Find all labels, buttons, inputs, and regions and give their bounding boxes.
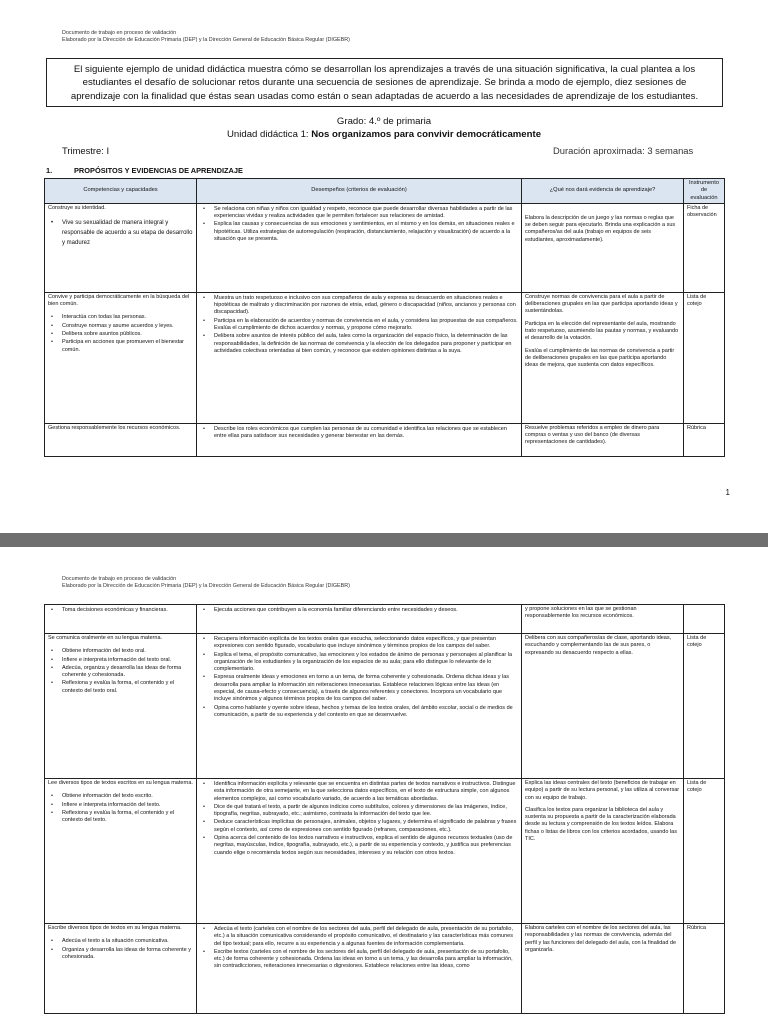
table-row	[45, 292, 725, 423]
grade-line: Grado: 4.º de primaria	[336, 116, 432, 127]
desempenos-cell	[197, 292, 522, 423]
competencia-title: Lee diversos tipos de textos escritos en su lengua materna.	[48, 780, 193, 786]
instrumento-cell: Rúbrica	[684, 423, 725, 456]
table-header-row	[45, 179, 725, 204]
competencia-cell	[45, 423, 197, 456]
page-number: 1	[725, 488, 730, 497]
capacidad-item: • Adecúa el texto a la situación comunicativa.	[48, 938, 193, 945]
capacidad-item: • Obtiene información del texto escrito.	[48, 793, 193, 800]
section-number: 1.	[46, 166, 53, 175]
capacidad-item: • Adecúa, organiza y desarrolla las ideas de forma coherente y cohesionada.	[48, 665, 193, 680]
desempenos-cell	[197, 779, 522, 924]
instrumento-cell: Ficha de observación	[684, 203, 725, 292]
competencia-title: Construye su identidad.	[48, 204, 106, 211]
duration-line	[553, 145, 693, 156]
competencia-cell	[45, 292, 197, 423]
desempenos-list	[200, 426, 518, 441]
purposes-table-page1	[44, 178, 725, 457]
evidencia-cell	[522, 292, 684, 423]
header-competencias: Competencias y capacidades	[45, 179, 197, 204]
trimester-label: Trimestre: I	[62, 145, 110, 156]
desempeno-item: • Muestra un trato respetuoso e inclusivo con sus compañeros de aula y expresa su desacuerdo en situaciones reales e hipotéticas de maltrato y discriminación por razones de etnia, edad, género o discapacidad (niños, ancianos y personas con discapacidad).	[200, 295, 518, 317]
doc-header	[62, 576, 350, 591]
desempenos-list	[200, 607, 518, 614]
document-page-2	[0, 547, 768, 1024]
evidencia-cell	[522, 203, 684, 292]
evidencia-text: Clasifica los textos para organizar la biblioteca del aula y sustenta su propuesta a partir de la caracterización elaborada desde su lectura y comprensión de los textos leídos. Elabora fichas o listas de libros con los criterios acordados, usando las TIC.	[525, 806, 677, 843]
evidencia-text: Elabora la descripción de un juego y las normas o reglas que se deben seguir para ejecutarlo. Brinda una explicación a sus compañeros/as del aula (trabajo en equipos de seis estudiantes, aproximadamente).	[525, 214, 676, 243]
capacidad-item: • Obtiene información del texto oral.	[48, 648, 193, 655]
evidencia-cell	[522, 605, 684, 634]
evidencia-text: y propone soluciones en las que se gestionan responsablemente los recursos económicos.	[525, 606, 637, 620]
instrumento-cell: Lista de cotejo	[684, 634, 725, 779]
evidencia-text: Elabora carteles con el nombre de los sectores del aula, las responsabilidades y las normas de convivencia, además del perfil y las funciones del delegado del aula, con la finalidad de organizarla.	[525, 925, 677, 953]
doc-header-line2: Elaborado por la Dirección de Educación Primaria (DEP) y la Dirección General de Educación Básica Regular (DIGEBR)	[62, 37, 350, 44]
desempeno-item: • Explica el tema, el propósito comunicativo, las emociones y los estados de ánimo de personas y personajes al planificar la organización de los estudiantes y la organización de los espacios de su aula; para ello distingue lo relevante de lo complementario.	[200, 652, 518, 674]
unit-prefix: Unidad didáctica 1:	[226, 129, 312, 140]
desempenos-cell	[197, 605, 522, 634]
competencia-title: Gestiona responsablemente los recursos económicos.	[48, 424, 181, 431]
duration-label: Duración aproximada:	[553, 145, 648, 156]
desempenos-cell	[197, 924, 522, 1014]
table-row	[45, 605, 725, 634]
desempeno-item: • Dice de qué tratará el texto, a partir de algunos indicios como subtítulos, colores y dimensiones de las imágenes, índice, tipografía, negritas, subrayado, etc.; asimismo, contrasta la información del texto que lee.	[200, 804, 518, 819]
desempeno-item: • Identifica información explícita y relevante que se encuentra en distintas partes de textos narrativos e instructivos. Distingue esta información de otra semejante, en la que selecciona datos específicos, en el texto de estructura simple, con algunos elementos complejos, así como vocabulario variado, de acuerdo a las temáticas abordadas.	[200, 781, 518, 803]
desempeno-item: • Deduce características implícitas de personajes, animales, objetos y lugares, y determina el significado de palabras y frases según el contexto, así como de expresiones con sentido figurado (refranes, comparaciones, etc.).	[200, 819, 518, 834]
instrumento-cell: Lista de cotejo	[684, 779, 725, 924]
unit-title: Nos organizamos para convivir democráticamente	[311, 129, 542, 140]
desempeno-item: • Participa en la elaboración de acuerdos y normas de convivencia en el aula, y considera las propuestas de sus compañeros. Evalúa el cumplimiento de dichos acuerdos y normas, y propone cómo mejorarlo.	[200, 318, 518, 333]
header-desempenos: Desempeños (criterios de evaluación)	[197, 179, 522, 204]
capacidad-item: • Construye normas y asume acuerdos y leyes.	[48, 323, 193, 330]
competencia-cell	[45, 779, 197, 924]
instrumento-cell: Rúbrica	[684, 924, 725, 1014]
competencia-title: Convive y participa democráticamente en la búsqueda del bien común.	[48, 293, 190, 308]
desempeno-item: • Ejecuta acciones que contribuyen a la economía familiar diferenciando entre necesidades y deseos.	[200, 607, 518, 614]
capacidad-item: • Vive su sexualidad de manera integral y responsable de acuerdo a su etapa de desarrollo y madurez	[48, 218, 193, 248]
evidencia-cell	[522, 779, 684, 924]
capacidad-item: • Delibera sobre asuntos públicos.	[48, 331, 193, 338]
header-evidencia: ¿Qué nos dará evidencia de aprendizaje?	[522, 179, 684, 204]
desempenos-list	[200, 926, 518, 971]
desempeno-item: • Opina acerca del contenido de los textos narrativos e instructivos, explica el sentido de algunos recursos textuales (uso de negritas, mayúsculas, índice, tipografía, subrayado, etc.), a partir de su experiencia y contexto, y justifica sus preferencias cuando elige o recomienda textos según sus necesidades, intereses y su relación con otros textos.	[200, 835, 518, 857]
desempeno-item: • Se relaciona con niñas y niños con igualdad y respeto, reconoce que puede desarrollar diversas habilidades a partir de las experiencias vividas y realiza actividades que le permiten fortalecer sus relaciones de amistad.	[200, 206, 518, 221]
capacidad-item: • Organiza y desarrolla las ideas de forma coherente y cohesionada.	[48, 947, 193, 962]
table-row	[45, 634, 725, 779]
desempenos-list	[200, 295, 518, 355]
capacidad-item: • Toma decisiones económicas y financieras.	[48, 607, 193, 614]
section-title: PROPÓSITOS Y EVIDENCIAS DE APRENDIZAJE	[74, 166, 243, 175]
capacidades-list	[48, 607, 193, 614]
instrumento-cell	[684, 605, 725, 634]
capacidad-item: • Infiere e interpreta información del texto oral.	[48, 657, 193, 664]
evidencia-text: Construye normas de convivencia para el aula a partir de deliberaciones grupales en las que participa aportando ideas y sustentándolas.	[525, 293, 678, 315]
header-instrumento: Instrumento de evaluación	[684, 179, 725, 204]
doc-header-line1: Documento de trabajo en proceso de validación	[62, 30, 177, 36]
evidencia-cell	[522, 423, 684, 456]
evidencia-text: Resuelve problemas referidos a empleo de dinero para compras o ventas y uso del banco (de diversas representaciones de cantidades).	[525, 424, 660, 446]
evidencia-text: Explica las ideas centrales del texto (beneficios de trabajar en equipo) a partir de su lectura personal, y las utiliza al conversar con su equipo de trabajo.	[525, 780, 680, 801]
doc-header-line1: Documento de trabajo en proceso de validación	[62, 576, 177, 582]
desempeno-item: • Opina como hablante y oyente sobre ideas, hechos y temas de los textos orales, del ámbito escolar, social o de medios de comunicación, a partir de su experiencia y del contexto en que se desenvuelve.	[200, 705, 518, 720]
desempenos-cell	[197, 634, 522, 779]
desempeno-item: • Explica las causas y consecuencias de sus emociones y sentimientos, en sí mismo y en los demás, en situaciones reales e hipotéticas. Utiliza estrategias de autorregulación (respiración, distanciamiento, relajación y visualización) de acuerdo a la situación que se presenta.	[200, 221, 518, 243]
capacidad-item: • Participa en acciones que promueven el bienestar común.	[48, 339, 193, 354]
evidencia-cell	[522, 634, 684, 779]
desempeno-item: • Escribe textos (carteles con el nombre de los sectores del aula, perfil del delegado de aula, presentación de su portafolio, etc.) de forma coherente y cohesionada. Ordena las ideas en torno a un tema, y las desarrolla para ampliar la información, sin contradicciones, reiteraciones innecesarias o digresiones. Establece relaciones entre las ideas, como	[200, 949, 518, 971]
table-row	[45, 203, 725, 292]
competencia-title: Escribe diversos tipos de textos en su lengua materna.	[48, 925, 182, 931]
duration-value: 3 semanas	[647, 145, 694, 156]
competencia-cell	[45, 203, 197, 292]
intro-box: El siguiente ejemplo de unidad didáctica muestra cómo se desarrollan los aprendizajes a través de una situación significativa, la cual plantea a los estudiantes el desafío de solucionar retos durante una secuencia de sesiones de aprendizaje. Se brinda a modo de ejemplo, diez sesiones de aprendizaje con la finalidad que éstas sean usadas como están o sean adaptadas de acuerdo a las necesidades de aprendizaje de los estudiantes.	[46, 58, 723, 107]
capacidades-list	[48, 218, 193, 248]
desempeno-item: • Adecúa el texto (carteles con el nombre de los sectores del aula, perfil del delegado de aula, presentación de su portafolio, etc.) a la situación comunicativa considerando el propósito comunicativo, el destinatario y las características más comunes del tipo textual; para ello, recurre a su experiencia y a algunas fuentes de información complementaria.	[200, 926, 518, 948]
competencia-cell	[45, 605, 197, 634]
unit-line	[0, 129, 768, 140]
desempeno-item: • Expresa oralmente ideas y emociones en torno a un tema, de forma coherente y cohesionada. Ordena dichas ideas y las desarrolla para ampliar la información sin reiteraciones innecesarias. Establece relaciones lógicas entre las ideas (en especial, de causa-efecto y consecuencia), a través de algunos referentes y conectores. Incorpora un vocabulario que incluye sinónimos y algunos términos propios de los campos del saber.	[200, 674, 518, 703]
evidencia-text: Evalúa el cumplimiento de las normas de convivencia a partir de deliberaciones grupales en las que participa aportando ideas de mejora, que sustenta con datos específicos.	[525, 347, 675, 369]
capacidades-list	[48, 314, 193, 353]
capacidad-item: • Infiere e interpreta información del texto.	[48, 802, 193, 809]
table-row	[45, 924, 725, 1014]
section-heading	[46, 166, 243, 175]
desempenos-cell	[197, 423, 522, 456]
evidencia-cell	[522, 924, 684, 1014]
capacidad-item: • Reflexiona y evalúa la forma, el contenido y el contexto del texto.	[48, 810, 193, 825]
table-row	[45, 779, 725, 924]
capacidades-list	[48, 938, 193, 961]
competencia-title: Se comunica oralmente en su lengua materna.	[48, 635, 163, 641]
purposes-table-page2	[44, 604, 725, 1014]
evidencia-text: Participa en la elección del representante del aula, mostrando trato respetuoso, asumiendo las pautas y normas, y evaluando el desarrollo de la votación.	[525, 320, 679, 342]
capacidad-item: • Reflexiona y evalúa la forma, el contenido y el contexto del texto oral.	[48, 680, 193, 695]
desempeno-item: • Delibera sobre asuntos de interés público del aula, tales como la organización del espacio físico, la determinación de las responsabilidades, la definición de las normas de convivencia y la elección de los delegados para proponer y participar en actividades colectivas orientadas al bien común, y reconoce que existen opiniones distintas a la suya.	[200, 333, 518, 355]
desempenos-list	[200, 206, 518, 243]
table-row	[45, 423, 725, 456]
desempenos-cell	[197, 203, 522, 292]
desempenos-list	[200, 781, 518, 857]
desempenos-list	[200, 636, 518, 719]
capacidades-list	[48, 648, 193, 695]
desempeno-item: • Describe los roles económicos que cumplen las personas de su comunidad e identifica las relaciones que se establecen entre ellas para satisfacer sus necesidades y generar bienestar en las demás.	[200, 426, 518, 441]
doc-header	[62, 30, 350, 45]
competencia-cell	[45, 634, 197, 779]
capacidades-list	[48, 793, 193, 824]
capacidad-item: • Interactúa con todas las personas.	[48, 314, 193, 321]
evidencia-text: Delibera con sus compañeros/as de clase, aportando ideas, escuchando y complementando las de sus pares, o expresando su desacuerdo respecto a ellas.	[525, 635, 672, 656]
instrumento-cell: Lista de cotejo	[684, 292, 725, 423]
doc-header-line2: Elaborado por la Dirección de Educación Primaria (DEP) y la Dirección General de Educación Básica Regular (DIGEBR)	[62, 583, 350, 590]
desempeno-item: • Recupera información explícita de los textos orales que escucha, seleccionando datos específicos, y que presentan expresiones con sentido figurado, vocabulario que incluye sinónimos y términos propios de los campos del saber.	[200, 636, 518, 651]
competencia-cell	[45, 924, 197, 1014]
